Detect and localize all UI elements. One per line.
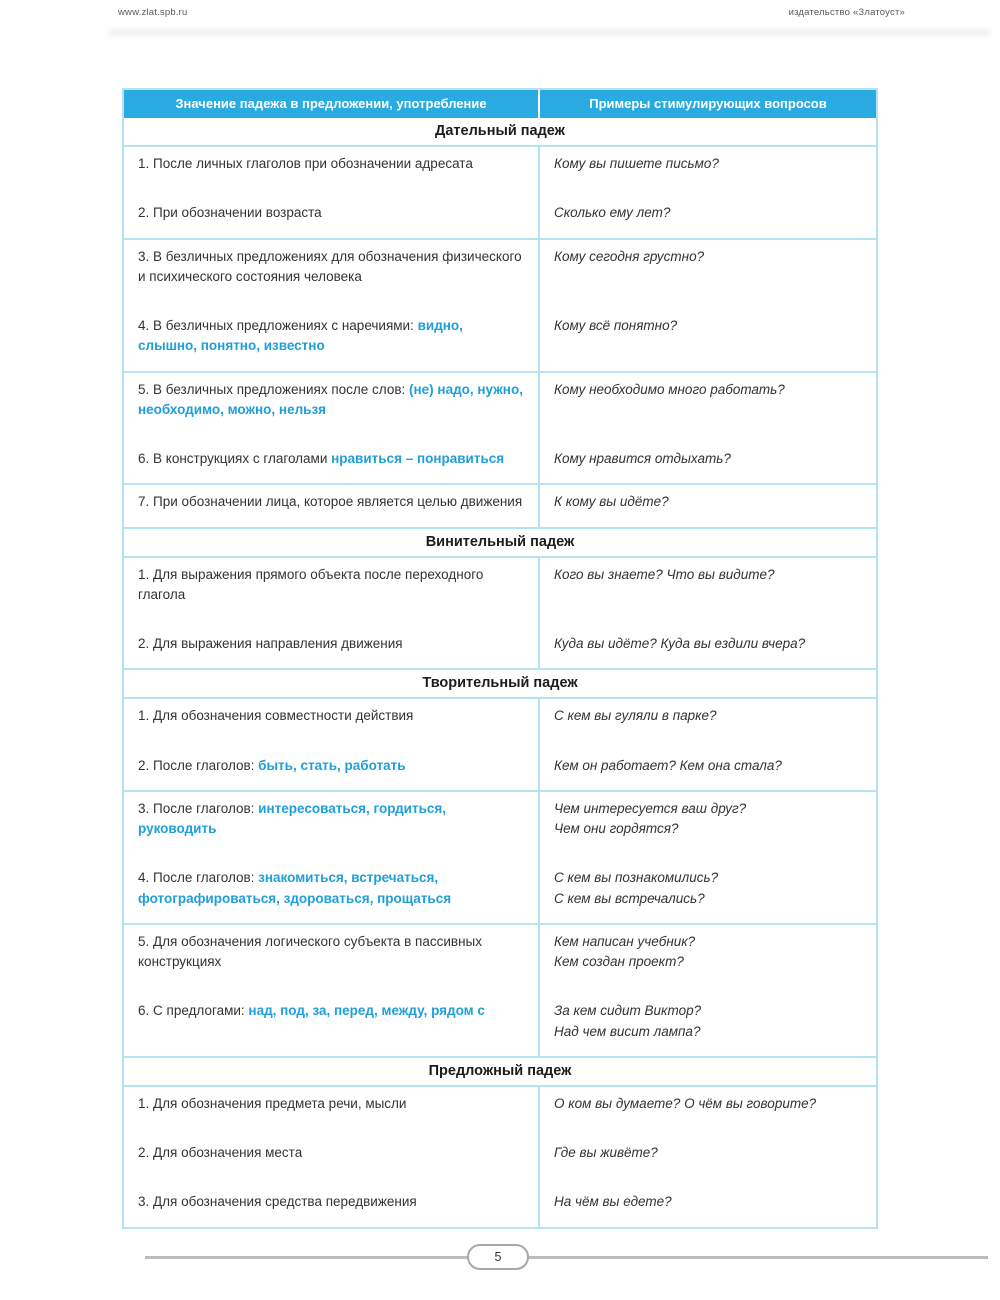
examples-cell bbox=[540, 373, 876, 443]
example-question: Чем они гордятся? bbox=[554, 821, 679, 836]
example-question: С кем вы познакомились? bbox=[554, 870, 719, 886]
row-group bbox=[124, 240, 876, 373]
example-question: Сколько ему лет? bbox=[554, 205, 671, 221]
usage-cell bbox=[124, 147, 540, 196]
keyword-text: быть, стать, работать bbox=[258, 757, 406, 773]
example-question: С кем вы гуляли в парке? bbox=[554, 708, 717, 724]
usage-text: 2. После глаголов: bbox=[138, 757, 259, 773]
table-row bbox=[124, 749, 876, 790]
usage-cell bbox=[124, 196, 540, 237]
table-header-row bbox=[124, 90, 876, 118]
usage-cell bbox=[124, 699, 540, 748]
page-number-badge bbox=[467, 1244, 529, 1270]
table-row bbox=[124, 925, 876, 995]
table-row bbox=[124, 558, 876, 628]
usage-cell bbox=[124, 309, 540, 371]
examples-cell bbox=[540, 442, 876, 483]
case-section bbox=[124, 118, 876, 529]
usage-cell bbox=[124, 558, 540, 628]
examples-cell bbox=[540, 749, 876, 790]
row-group bbox=[124, 792, 876, 925]
usage-text: 3. После глаголов: bbox=[138, 800, 259, 816]
table-row bbox=[124, 994, 876, 1056]
scan-artifact-line bbox=[110, 30, 990, 35]
keyword-text: нравиться – понравиться bbox=[331, 451, 505, 466]
table-row bbox=[124, 792, 876, 862]
keyword-text: над, под, за, перед, между, рядом с bbox=[248, 1003, 485, 1019]
examples-cell bbox=[540, 147, 876, 196]
column-header-examples: Примеры стимулирующих вопросов bbox=[589, 96, 827, 111]
table-row bbox=[124, 309, 876, 371]
table-row bbox=[124, 1136, 876, 1185]
examples-cell bbox=[540, 485, 876, 526]
row-group bbox=[124, 699, 876, 792]
case-section bbox=[124, 529, 876, 671]
usage-cell bbox=[124, 1136, 540, 1185]
usage-text: 5. Для обозначения логического субъекта в пассивных конструкциях bbox=[138, 933, 482, 969]
case-section bbox=[124, 1058, 876, 1227]
example-question: Кому нравится отдыхать? bbox=[554, 451, 731, 466]
site-url-note: www.zlat.spb.ru bbox=[118, 7, 188, 18]
table-body bbox=[124, 118, 876, 1227]
keyword-text: интересоваться, гордиться, руководить bbox=[138, 800, 447, 836]
page-number: 5 bbox=[494, 1250, 502, 1264]
usage-text: 7. При обозначении лица, которое является целью движения bbox=[138, 494, 523, 510]
table-row bbox=[124, 147, 876, 196]
row-group bbox=[124, 925, 876, 1058]
usage-text: 1. Для обозначения предмета речи, мысли bbox=[138, 1095, 407, 1111]
example-question: Над чем висит лампа? bbox=[554, 1023, 701, 1039]
keyword-text: (не) надо, нужно, необходимо, можно, нельзя bbox=[138, 381, 523, 417]
usage-cell bbox=[124, 240, 540, 310]
example-question: На чём вы едете? bbox=[554, 1194, 672, 1210]
example-question: Где вы живёте? bbox=[554, 1145, 658, 1160]
examples-cell bbox=[540, 196, 876, 237]
example-question: Чем интересуется ваш друг? bbox=[554, 800, 747, 816]
table-row bbox=[124, 196, 876, 237]
examples-cell bbox=[540, 627, 876, 668]
usage-text: 1. Для обозначения совместности действия bbox=[138, 708, 414, 724]
example-question: К кому вы идёте? bbox=[554, 494, 669, 510]
usage-text: 6. С предлогами: bbox=[138, 1003, 249, 1019]
example-question: Кому необходимо много работать? bbox=[554, 381, 785, 397]
example-question: Кому всё понятно? bbox=[554, 318, 678, 333]
section-title: Винительный падеж bbox=[124, 529, 876, 558]
publisher-note: издательство «Златоуст» bbox=[788, 7, 905, 18]
table-row bbox=[124, 861, 876, 923]
section-title: Дательный падеж bbox=[124, 118, 876, 147]
usage-cell bbox=[124, 994, 540, 1056]
usage-text: 3. Для обозначения средства передвижения bbox=[138, 1194, 417, 1210]
example-question: За кем сидит Виктор? bbox=[554, 1003, 702, 1019]
usage-cell bbox=[124, 1087, 540, 1136]
table-row bbox=[124, 240, 876, 310]
example-question: Куда вы идёте? Куда вы ездили вчера? bbox=[554, 636, 806, 651]
examples-cell bbox=[540, 1136, 876, 1185]
usage-text: 1. После личных глаголов при обозначении адресата bbox=[138, 156, 473, 171]
examples-cell bbox=[540, 240, 876, 310]
section-title: Творительный падеж bbox=[124, 670, 876, 699]
keyword-text: знакомиться, встречаться, фотографироваться, здороваться, прощаться bbox=[138, 870, 452, 906]
usage-text: 2. При обозначении возраста bbox=[138, 205, 322, 221]
row-group bbox=[124, 558, 876, 671]
examples-cell bbox=[540, 994, 876, 1056]
usage-text: 6. В конструкциях с глаголами bbox=[138, 451, 332, 466]
table-row bbox=[124, 442, 876, 483]
table-row bbox=[124, 373, 876, 443]
row-group bbox=[124, 485, 876, 528]
examples-cell bbox=[540, 792, 876, 862]
examples-cell bbox=[540, 699, 876, 748]
column-header-usage: Значение падежа в предложении, употребление bbox=[124, 90, 540, 118]
row-group bbox=[124, 1087, 876, 1227]
usage-cell bbox=[124, 792, 540, 862]
table-row bbox=[124, 485, 876, 526]
usage-cell bbox=[124, 485, 540, 526]
usage-text: 3. В безличных предложениях для обозначения физического и психического состояния человека bbox=[138, 248, 522, 284]
examples-cell bbox=[540, 1185, 876, 1226]
examples-cell bbox=[540, 1087, 876, 1136]
section-title: Предложный падеж bbox=[124, 1058, 876, 1087]
example-question: Кем он работает? Кем она стала? bbox=[554, 757, 782, 773]
case-section bbox=[124, 670, 876, 1058]
examples-cell bbox=[540, 925, 876, 995]
keyword-text: видно, слышно, понятно, известно bbox=[138, 318, 463, 354]
example-question: С кем вы встречались? bbox=[554, 890, 705, 906]
table-row bbox=[124, 1185, 876, 1226]
usage-text: 4. После глаголов: bbox=[138, 870, 259, 886]
usage-cell bbox=[124, 861, 540, 923]
table-row bbox=[124, 627, 876, 668]
example-question: О ком вы думаете? О чём вы говорите? bbox=[554, 1095, 817, 1111]
example-question: Кем написан учебник? bbox=[554, 933, 696, 949]
table-row bbox=[124, 1087, 876, 1136]
examples-cell bbox=[540, 861, 876, 923]
row-group bbox=[124, 373, 876, 486]
example-question: Кому сегодня грустно? bbox=[554, 248, 705, 264]
examples-cell bbox=[540, 558, 876, 628]
row-group bbox=[124, 147, 876, 240]
usage-cell bbox=[124, 442, 540, 483]
usage-cell bbox=[124, 925, 540, 995]
usage-text: 2. Для обозначения места bbox=[138, 1145, 303, 1160]
example-question: Кем создан проект? bbox=[554, 954, 684, 969]
example-question: Кого вы знаете? Что вы видите? bbox=[554, 566, 775, 582]
usage-cell bbox=[124, 749, 540, 790]
table-row bbox=[124, 699, 876, 748]
usage-text: 2. Для выражения направления движения bbox=[138, 636, 403, 651]
usage-text: 4. В безличных предложениях с наречиями: bbox=[138, 318, 418, 333]
usage-text: 1. Для выражения прямого объекта после переходного глагола bbox=[138, 566, 484, 602]
usage-text: 5. В безличных предложениях после слов: bbox=[138, 381, 410, 397]
usage-cell bbox=[124, 373, 540, 443]
cases-table bbox=[122, 88, 878, 1229]
examples-cell bbox=[540, 309, 876, 371]
footer-rule bbox=[145, 1256, 988, 1259]
usage-cell bbox=[124, 627, 540, 668]
usage-cell bbox=[124, 1185, 540, 1226]
example-question: Кому вы пишете письмо? bbox=[554, 156, 719, 171]
